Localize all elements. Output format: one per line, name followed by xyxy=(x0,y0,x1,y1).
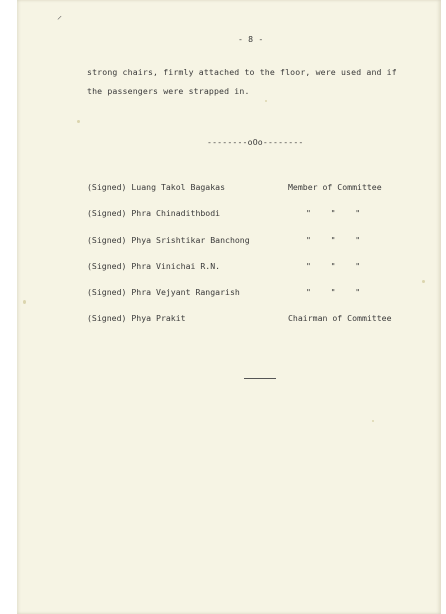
signature-role: Member of Committee xyxy=(288,182,382,192)
signature-name: (Signed) Phya Prakit xyxy=(87,313,186,323)
paper-speck xyxy=(422,280,425,283)
signature-name: (Signed) Luang Takol Bagakas xyxy=(87,182,226,192)
signature-name: (Signed) Phra Vinichai R.N. xyxy=(87,261,221,271)
page-number: - 8 - xyxy=(238,34,264,44)
separator: --------oOo-------- xyxy=(207,137,304,147)
signature-name: (Signed) Phra Chinadithbodi xyxy=(87,208,221,218)
signature-role: " " " xyxy=(306,235,361,245)
paper-speck xyxy=(23,300,26,304)
signature-name: (Signed) Phra Vejyant Rangarish xyxy=(87,287,240,297)
paper-speck xyxy=(77,120,80,123)
signature-role: " " " xyxy=(306,208,361,218)
corner-mark: ⸍ xyxy=(57,15,62,26)
signature-role: Chairman of Committee xyxy=(288,313,392,323)
paper-speck xyxy=(265,100,267,102)
signature-name: (Signed) Phya Srishtikar Banchong xyxy=(87,235,250,245)
document-page xyxy=(17,0,441,614)
signature-role: " " " xyxy=(306,287,361,297)
paragraph-line-1: strong chairs, firmly attached to the floor, were used and if xyxy=(87,67,397,77)
paragraph-line-2: the passengers were strapped in. xyxy=(87,86,250,96)
paper-speck xyxy=(372,420,374,422)
end-rule xyxy=(244,378,276,379)
signature-role: " " " xyxy=(306,261,361,271)
